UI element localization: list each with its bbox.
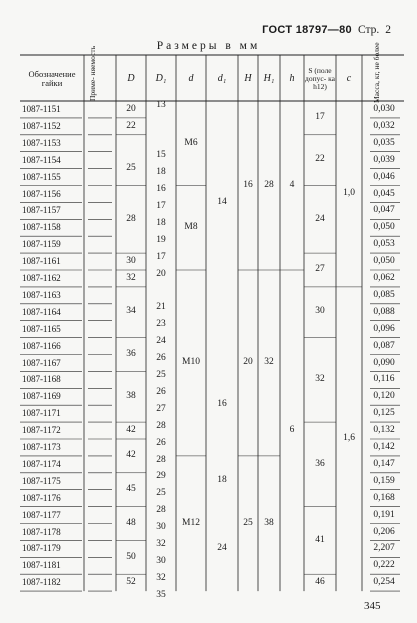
cell-D1: 15 (156, 150, 166, 161)
cell-S: 32 (315, 374, 325, 385)
row-mass: 0,132 (373, 425, 395, 436)
cell-D1: 32 (156, 539, 166, 550)
cell-d1: 18 (217, 475, 227, 486)
header-S: S (поле допус- ка h12) (305, 66, 335, 91)
cell-h: 4 (289, 179, 295, 190)
cell-D1: 26 (156, 386, 166, 397)
cell-D1: 18 (156, 217, 166, 228)
cell-D1: 27 (156, 403, 166, 414)
row-designation: 1087-1172 (22, 425, 61, 436)
cell-D1: 18 (156, 167, 166, 178)
cell-D1: 21 (156, 302, 166, 313)
cell-D1: 28 (156, 505, 166, 516)
row-designation: 1087-1161 (22, 256, 61, 267)
cell-D: 20 (126, 103, 136, 114)
cell-D: 48 (126, 517, 136, 528)
row-designation: 1087-1156 (22, 188, 61, 199)
cell-S: 22 (315, 154, 325, 165)
cell-D1: 25 (156, 370, 166, 381)
cell-D: 38 (126, 390, 136, 401)
row-designation: 1087-1169 (22, 391, 61, 402)
row-designation: 1087-1166 (22, 340, 61, 351)
row-mass: 0,030 (373, 104, 395, 114)
cell-S: 27 (315, 264, 325, 275)
cell-D: 45 (126, 483, 136, 494)
cell-D: 28 (126, 213, 136, 224)
header-H: H (244, 72, 252, 84)
header-d: d (188, 72, 194, 84)
row-designation: 1087-1178 (22, 526, 61, 537)
row-designation: 1087-1175 (22, 475, 61, 486)
row-designation: 1087-1154 (22, 154, 61, 165)
cell-D1: 32 (156, 572, 166, 583)
cell-h: 6 (289, 424, 295, 435)
header-H1: H₁ (263, 72, 275, 84)
row-mass: 0,147 (373, 458, 395, 469)
cell-D: 36 (126, 348, 136, 359)
row-designation: 1087-1164 (22, 306, 61, 317)
row-designation: 1087-1159 (22, 239, 61, 250)
row-mass: 0,088 (373, 306, 395, 317)
cell-D1: 20 (156, 268, 166, 279)
cell-D1: 13 (156, 99, 166, 110)
row-mass: 0,090 (373, 357, 395, 368)
cell-S: 24 (315, 213, 325, 224)
cell-D: 34 (126, 306, 136, 317)
cell-D1: 26 (156, 353, 166, 364)
row-mass: 0,053 (373, 239, 395, 250)
cell-S: 36 (315, 458, 325, 469)
cell-H1: 38 (264, 517, 274, 528)
row-mass: 0,116 (373, 374, 395, 385)
row-designation: 1087-1174 (22, 458, 61, 469)
cell-D1: 28 (156, 454, 166, 465)
row-designation: 1087-1165 (22, 323, 61, 334)
cell-D: 32 (126, 272, 136, 283)
row-designation: 1087-1177 (22, 509, 61, 520)
row-mass: 0,046 (373, 171, 395, 182)
row-mass: 0,039 (373, 154, 395, 165)
cell-D1: 28 (156, 420, 166, 431)
row-designation: 1087-1171 (22, 408, 61, 419)
cell-D: 42 (126, 424, 136, 435)
header-h: h (289, 72, 295, 84)
cell-D1: 35 (156, 589, 166, 600)
row-mass: 0,050 (373, 256, 395, 267)
row-designation: 1087-1163 (22, 289, 61, 300)
cell-c: 1,6 (343, 433, 355, 444)
row-designation: 1087-1168 (22, 374, 61, 385)
cell-D1: 16 (156, 184, 166, 195)
header-D1: D₁ (155, 72, 167, 84)
cell-H1: 28 (264, 179, 274, 190)
cell-D1: 17 (156, 201, 166, 212)
header-mass: Масса, кг, не более (372, 42, 381, 103)
row-mass: 0,096 (373, 323, 395, 334)
row-mass: 0,206 (373, 526, 395, 537)
cell-d: M10 (182, 357, 200, 368)
cell-d1: 24 (217, 543, 227, 554)
header-applicability: Приме- няемость (88, 45, 97, 101)
cell-d1: 14 (217, 196, 227, 207)
cell-D1: 24 (156, 336, 166, 347)
row-designation: 1087-1181 (22, 560, 61, 571)
cell-d: M8 (184, 222, 198, 232)
cell-D: 42 (126, 450, 136, 461)
cell-S: 46 (315, 576, 325, 587)
cell-D: 30 (126, 255, 136, 266)
page-index: 2 (385, 24, 391, 36)
cell-D: 22 (126, 120, 136, 131)
cell-D1: 25 (156, 488, 166, 499)
row-mass: 0,142 (373, 442, 395, 452)
row-mass: 0,032 (373, 120, 395, 131)
row-designation: 1087-1176 (22, 492, 61, 503)
cell-S: 30 (315, 306, 325, 317)
row-mass: 0,085 (373, 289, 395, 300)
row-mass: 0,035 (373, 137, 395, 148)
header-d1: d₁ (217, 72, 227, 84)
header-c: c (346, 72, 352, 84)
cell-H: 25 (243, 517, 253, 528)
row-mass: 0,125 (373, 408, 395, 419)
page-label: Стр. (357, 24, 380, 36)
row-mass: 0,168 (373, 492, 395, 503)
cell-D1: 17 (156, 251, 166, 262)
table-caption: Размеры в мм (156, 40, 261, 52)
row-mass: 0,050 (373, 222, 395, 233)
cell-d: M12 (182, 517, 200, 528)
row-mass: 0,222 (373, 560, 395, 571)
cell-H: 16 (243, 179, 253, 190)
cell-D1: 30 (156, 555, 166, 566)
row-designation: 1087-1152 (22, 120, 61, 131)
row-designation: 1087-1167 (22, 357, 61, 368)
standard-number: ГОСТ 18797—80 (262, 24, 352, 36)
row-mass: 0,045 (373, 188, 395, 199)
row-designation: 1087-1182 (22, 577, 61, 588)
cell-S: 17 (315, 112, 325, 123)
row-mass: 0,087 (373, 340, 395, 351)
cell-D: 52 (126, 576, 136, 587)
row-designation: 1087-1153 (22, 137, 61, 148)
row-designation: 1087-1179 (22, 543, 61, 554)
cell-D1: 19 (156, 234, 166, 245)
cell-d1: 16 (217, 399, 227, 410)
cell-D1: 30 (156, 522, 166, 533)
row-mass: 0,254 (373, 577, 395, 588)
row-designation: 1087-1158 (22, 222, 61, 233)
row-mass: 0,191 (373, 509, 395, 520)
cell-D: 50 (126, 551, 136, 562)
row-designation: 1087-1157 (22, 205, 61, 216)
row-designation: 1087-1173 (22, 442, 61, 452)
cell-D: 25 (126, 162, 136, 173)
header-designation: Обозначение гайки (28, 69, 76, 88)
row-designation: 1087-1151 (22, 104, 61, 114)
row-mass: 0,159 (373, 475, 395, 486)
row-designation: 1087-1162 (22, 273, 61, 283)
cell-D1: 26 (156, 437, 166, 448)
page-number: 345 (364, 600, 381, 612)
row-mass: 0,062 (373, 273, 395, 283)
row-mass: 2,207 (373, 543, 395, 554)
cell-S: 41 (315, 534, 325, 545)
row-designation: 1087-1155 (22, 171, 61, 182)
row-mass: 0,120 (373, 391, 395, 402)
cell-d: M6 (184, 137, 198, 148)
cell-D1: 23 (156, 319, 166, 330)
cell-c: 1,0 (343, 188, 355, 199)
cell-H1: 32 (264, 357, 274, 368)
cell-D1: 29 (156, 471, 166, 482)
cell-H: 20 (243, 357, 253, 368)
header-D: D (127, 72, 135, 84)
row-mass: 0,047 (373, 205, 395, 216)
